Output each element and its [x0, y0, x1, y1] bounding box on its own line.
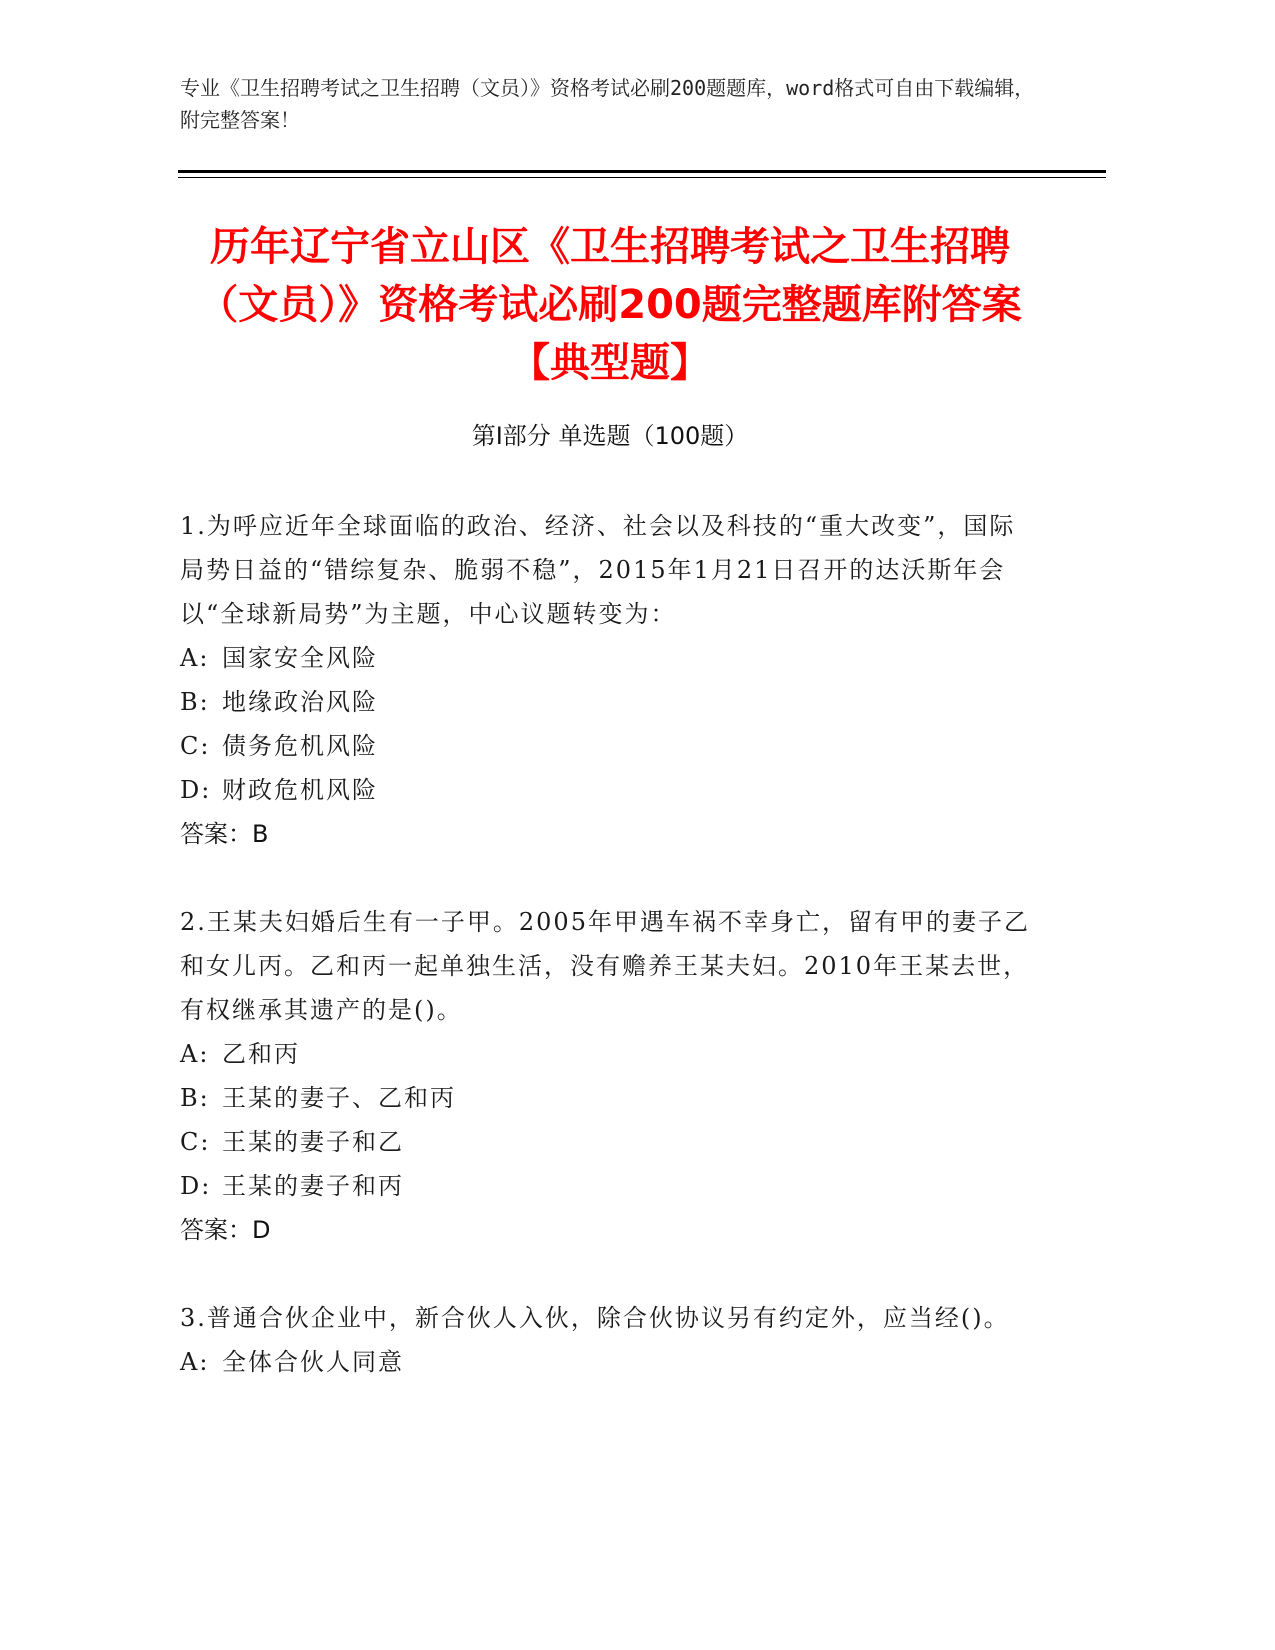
question-list [180, 504, 1040, 1428]
option-text: 国家安全风险 [222, 644, 378, 672]
option-key: A: [180, 1040, 210, 1068]
option-d [180, 1164, 1040, 1208]
option-b [180, 680, 1040, 724]
option-text: 地缘政治风险 [222, 688, 378, 716]
section-title: 第Ⅰ部分 单选题（100题） [471, 422, 749, 450]
header-note: 专业《卫生招聘考试之卫生招聘（文员）》资格考试必刷200题题库，word格式可自由下载编辑，附完整答案！ [180, 76, 1035, 132]
option-d [180, 768, 1040, 812]
option-text: 王某的妻子、乙和丙 [222, 1084, 456, 1112]
document-title: 历年辽宁省立山区《卫生招聘考试之卫生招聘（文员）》资格考试必刷200题完整题库附答案【典型题】 [198, 224, 1022, 386]
option-key: A: [180, 1348, 210, 1376]
option-text: 乙和丙 [222, 1040, 300, 1068]
option-key: D: [180, 776, 212, 804]
option-text: 财政危机风险 [222, 776, 378, 804]
option-text: 王某的妻子和乙 [222, 1128, 404, 1156]
question-stem: 1.为呼应近年全球面临的政治、经济、社会以及科技的“重大改变”，国际局势日益的“错综复杂、脆弱不稳”，2015年1月21日召开的达沃斯年会以“全球新局势”为主题，中心议题转变为： [180, 512, 1016, 628]
answer-label: 答案：B [180, 820, 269, 848]
option-c [180, 1120, 1040, 1164]
option-a [180, 1032, 1040, 1076]
question-2 [180, 900, 1040, 1252]
answer-label: 答案：D [180, 1216, 271, 1244]
question-3 [180, 1296, 1040, 1384]
option-text: 债务危机风险 [222, 732, 378, 760]
header-rule-thin [178, 177, 1106, 178]
option-text: 全体合伙人同意 [222, 1348, 404, 1376]
question-stem: 3.普通合伙企业中，新合伙人入伙，除合伙协议另有约定外，应当经()。 [180, 1304, 1010, 1332]
option-key: C: [180, 1128, 211, 1156]
option-text: 王某的妻子和丙 [222, 1172, 404, 1200]
option-key: C: [180, 732, 211, 760]
option-key: D: [180, 1172, 212, 1200]
header-rule-thick [178, 170, 1106, 173]
question-stem: 2.王某夫妇婚后生有一子甲。2005年甲遇车祸不幸身亡，留有甲的妻子乙和女儿丙。乙和丙一起单独生活，没有赡养王某夫妇。2010年王某去世，有权继承其遗产的是()。 [180, 908, 1030, 1024]
option-a [180, 636, 1040, 680]
option-key: B: [180, 1084, 210, 1112]
option-c [180, 724, 1040, 768]
option-key: A: [180, 644, 210, 672]
option-key: B: [180, 688, 210, 716]
option-b [180, 1076, 1040, 1120]
question-1 [180, 504, 1040, 856]
option-a [180, 1340, 1040, 1384]
